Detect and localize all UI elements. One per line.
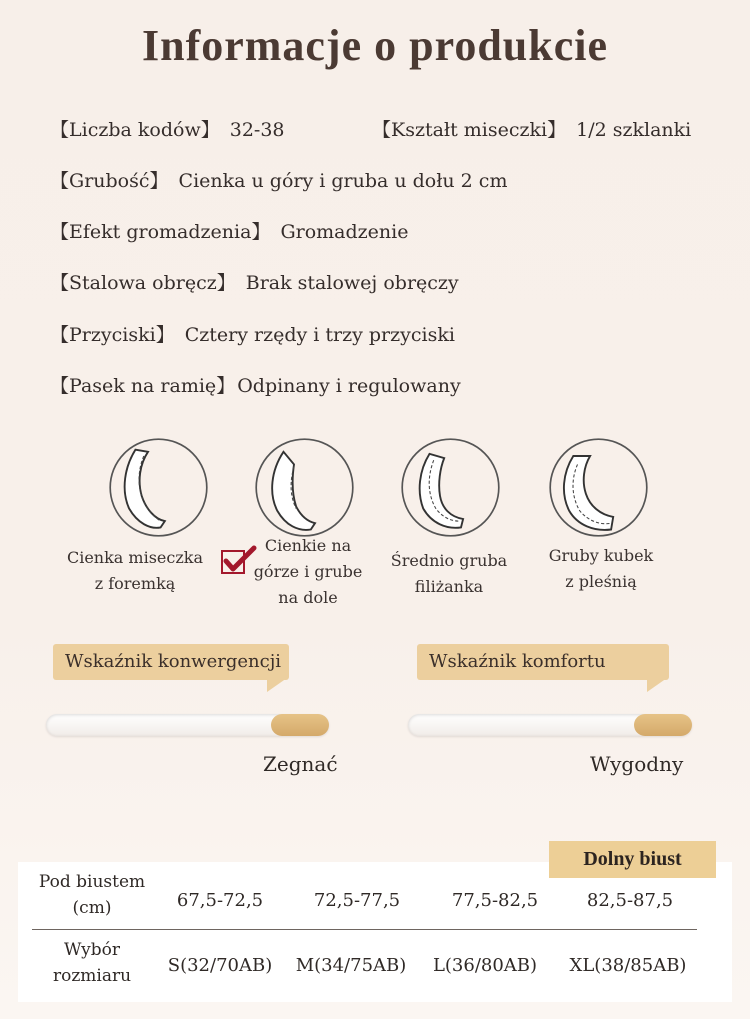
spec-value: 1/2 szklanki: [576, 119, 692, 141]
page-title: Informacje o produkcie: [141, 21, 609, 70]
row-header-line: rozmiaru: [52, 966, 132, 986]
thick-cup-icon: [546, 435, 651, 540]
spec-code-count: [50, 115, 285, 142]
comfort-slider-fill: [634, 714, 692, 736]
spec-key: 【 Pasek na ramię 】: [50, 375, 235, 397]
underbust-row-header: [27, 869, 157, 921]
cup-label-thick: [526, 543, 676, 595]
spec-key: 【 Liczba kodów 】: [50, 119, 220, 141]
convergence-indicator-title: [53, 644, 289, 680]
size-choice-row-header: [27, 937, 157, 989]
row-header-line: (cm): [72, 898, 112, 918]
cup-label-line: na dole: [278, 588, 338, 607]
indicator-title-text: Wskaźnik konwergencji: [65, 651, 282, 672]
row-header-line: Wybór: [64, 940, 120, 960]
table-cell: 82,5-87,5: [586, 890, 674, 911]
cup-label-thin: [60, 545, 210, 597]
spec-value: Cienka u góry i gruba u dołu 2 cm: [178, 170, 508, 192]
spec-key: 【 Kształt miseczki 】: [372, 119, 566, 141]
bubble-tail: [647, 678, 667, 692]
spec-thickness: [50, 166, 507, 193]
cup-label-line: górze i grube: [253, 562, 363, 581]
spec-value: Brak stalowej obręczy: [245, 272, 459, 294]
spec-shoulder-strap: [50, 371, 461, 398]
cup-label-line: Średnio gruba: [390, 551, 508, 570]
convergence-value-label: Zegnać: [263, 752, 338, 776]
row-header-line: Pod biustem: [38, 872, 146, 892]
cup-label-line: z pleśnią: [565, 572, 637, 591]
thin-cup-icon: [106, 435, 211, 540]
spec-key: 【 Efekt gromadzenia 】: [50, 221, 270, 243]
spec-buttons: [50, 320, 455, 347]
comfort-value-label: Wygodny: [590, 752, 684, 776]
table-cell: S(32/70AB): [167, 955, 273, 976]
cup-label-line: Cienka miseczka: [66, 548, 204, 567]
cup-label-medium: [374, 548, 524, 600]
spec-value: Odpinany i regulowany: [237, 375, 461, 397]
thin-top-thick-bottom-icon: [252, 435, 357, 540]
cup-label-thin-top-thick-bottom: [233, 533, 383, 611]
spec-key: 【 Grubość 】: [50, 170, 169, 192]
spec-value: 32-38: [229, 119, 285, 141]
spec-value: Cztery rzędy i trzy przyciski: [184, 324, 455, 346]
table-cell: 72,5-77,5: [313, 890, 401, 911]
spec-value: Gromadzenie: [280, 221, 409, 243]
bubble-tail: [267, 678, 287, 692]
spec-gathering: [50, 217, 408, 244]
cup-label-line: filiżanka: [414, 577, 484, 596]
spec-key: 【 Przyciski 】: [50, 324, 175, 346]
spec-key: 【 Stalowa obręcz 】: [50, 272, 236, 294]
convergence-slider-fill: [271, 714, 329, 736]
table-cell: 77,5-82,5: [451, 890, 539, 911]
underbust-badge: Dolny biust: [549, 841, 716, 878]
table-cell: L(36/80AB): [432, 955, 538, 976]
table-cell: XL(38/85AB): [569, 955, 687, 976]
comfort-slider-track: [408, 714, 692, 736]
cup-label-line: Cienkie na: [264, 536, 352, 555]
comfort-indicator-title: [417, 644, 669, 680]
cup-label-line: Gruby kubek: [548, 546, 654, 565]
spec-underwire: [50, 268, 459, 295]
cup-label-line: z foremką: [94, 574, 176, 593]
table-cell: M(34/75AB): [295, 955, 407, 976]
spec-cup-shape: [372, 115, 691, 142]
convergence-slider-track: [46, 714, 329, 736]
table-divider: [32, 929, 697, 930]
table-cell: 67,5-72,5: [176, 890, 264, 911]
indicator-title-text: Wskaźnik komfortu: [429, 651, 606, 672]
medium-cup-icon: [398, 435, 503, 540]
